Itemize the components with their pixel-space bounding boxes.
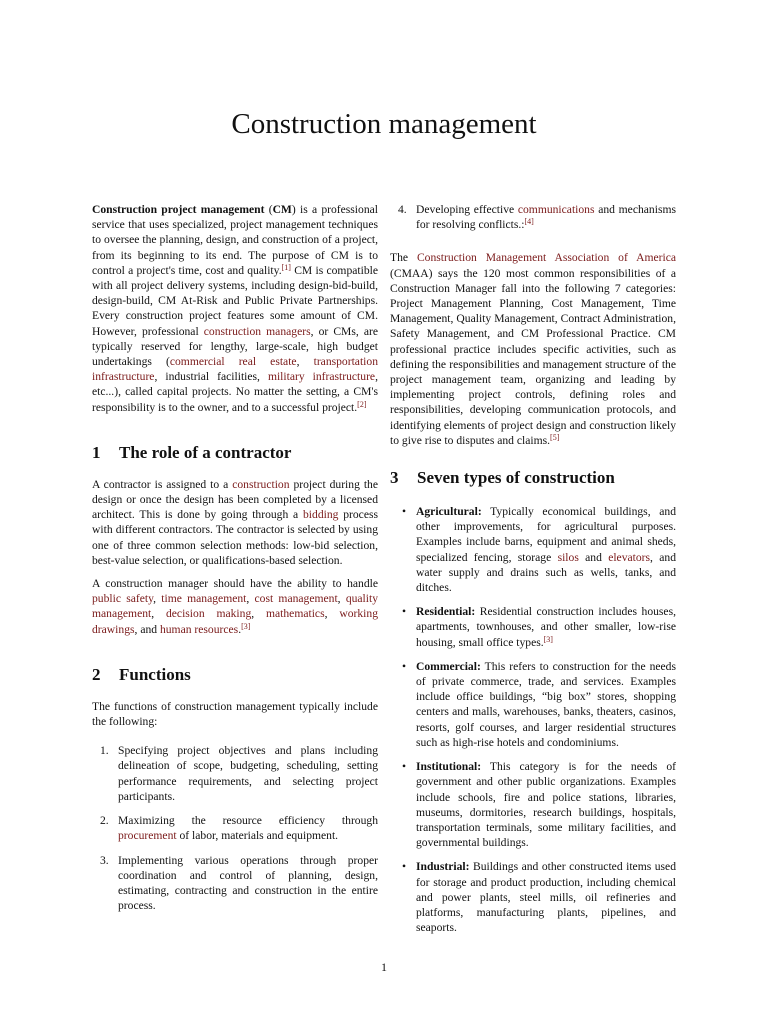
citation-link[interactable]: [4] — [524, 217, 534, 227]
list-text: and mechanisms for resolving conflicts.: — [416, 203, 676, 232]
link-silos[interactable]: silos — [557, 550, 579, 564]
list-text: This category is for the needs of government and other public organizations. Examples include schools, fire and police stations, libraries, museums, dormitories, research buildings, hospitals, transportation terminals, some military facilities, and governmental buildings. — [416, 760, 676, 850]
bullet-icon: • — [402, 860, 407, 874]
list-label: Industrial: — [416, 860, 470, 874]
page-title: Construction management — [231, 108, 537, 140]
body-text: (CMAA) says the 120 most common responsibilities of a Construction Manager fall into the following 7 categories: Project Management Planning, Cost Management, Time Management, Quality Management, Contract Administration, Safety Management, and CM Professional Practice. CM professional practice includes specific activities, such as defining the responsibilities and management structure of the project management team, organizing and leading by implementing project controls, defining roles and responsibilities, developing communication protocols, and identifying elements of project design and construction likely to give rise to disputes and claims. — [390, 266, 676, 447]
section-title: The role of a contractor — [119, 442, 292, 462]
section-number: 1 — [92, 442, 101, 462]
link-cmaa[interactable]: Construction Management Association of America — [416, 251, 676, 265]
list-item — [92, 743, 378, 804]
right-column — [390, 202, 676, 944]
list-item-residential — [390, 604, 676, 650]
intro-bold-term: Construction project management — [92, 203, 265, 216]
manager-abilities-paragraph — [92, 576, 378, 637]
section-heading-seven-types — [390, 468, 676, 488]
link-commercial-real-estate[interactable]: commercial real estate — [169, 355, 297, 369]
body-text: , — [337, 592, 346, 606]
citation-link[interactable]: [5] — [550, 432, 560, 442]
list-text: Buildings and other constructed items used for storage and product production, including chemical and power plants, steel mills, oil refineries and platforms, manufacturing plants, pipelines, and seaports. — [416, 860, 676, 935]
bullet-icon: • — [402, 760, 407, 774]
intro-text: ( — [264, 203, 273, 216]
construction-types-list — [390, 504, 676, 935]
intro-text: , or CMs, are typically reserved for lengthy, large-scale, high budget undertakings ( — [92, 324, 379, 369]
intro-abbr: CM — [272, 203, 292, 216]
section-title: Seven types of construction — [417, 468, 615, 488]
body-text: project during the design or once the design has been completed by a licensed architect. This is done by going through a — [92, 477, 378, 522]
functions-list — [92, 743, 378, 913]
link-mathematics[interactable]: mathematics — [266, 607, 325, 621]
list-item-commercial — [390, 659, 676, 750]
link-quality-management[interactable]: quality management — [92, 592, 379, 621]
body-text: , — [153, 592, 162, 606]
page-number: 1 — [381, 960, 387, 974]
cmaa-paragraph — [390, 250, 676, 448]
list-text: This refers to construction for the needs of private commerce, trade, and services. Examples include office buildings, “big box” stores, shopping centers and malls, warehouses, banks, theaters, casinos, resorts, golf courses, and larger residential structures such as high-rise hotels and condominiums. — [416, 659, 676, 749]
link-bidding[interactable]: bidding — [303, 508, 339, 522]
intro-text: , industrial facilities, — [154, 370, 268, 384]
link-procurement[interactable]: procurement — [118, 829, 177, 843]
body-text: , — [251, 607, 266, 621]
list-item-agricultural — [390, 504, 676, 595]
list-text: Residential construction includes houses, apartments, townhouses, and other smaller, low-rise housing, small office types. — [416, 605, 676, 649]
body-text: , — [246, 592, 255, 606]
citation-link[interactable]: [2] — [357, 399, 367, 409]
link-elevators[interactable]: elevators — [608, 550, 651, 564]
list-number: 1. — [100, 744, 109, 758]
list-number: 2. — [100, 814, 109, 828]
bullet-icon: • — [402, 659, 407, 673]
list-text: of labor, materials and equipment. — [176, 829, 339, 843]
list-label: Commercial: — [416, 659, 481, 673]
list-text: Specifying project objectives and plans including delineation of scope, budgeting, scheduling, setting performance requirements, and selecting project participants. — [118, 744, 378, 803]
link-human-resources[interactable]: human resources — [159, 622, 239, 636]
list-number: 4. — [398, 203, 407, 216]
list-item-industrial — [390, 859, 676, 935]
section-title: Functions — [119, 664, 191, 684]
intro-text: , etc...), called capital projects. No matter the setting, a CM's responsibility is to the owner, and to a successful project. — [92, 370, 378, 414]
section-heading-role-of-contractor — [92, 443, 378, 463]
functions-list-continued — [390, 202, 676, 232]
list-text: and — [578, 550, 609, 564]
list-label: Residential: — [416, 605, 476, 619]
bullet-icon: • — [402, 505, 407, 519]
section-heading-functions — [92, 665, 378, 685]
list-number: 3. — [100, 853, 109, 867]
list-item — [92, 853, 378, 914]
link-construction[interactable]: construction — [232, 477, 290, 491]
list-item-institutional — [390, 759, 676, 850]
list-text: Typically economical buildings, and other improvements, for agricultural purposes. Examples include barns, equipment and animal sheds, specialized fencing, storage — [416, 505, 676, 564]
intro-text: , — [296, 355, 314, 369]
left-column — [92, 202, 378, 922]
link-military-infrastructure[interactable]: military infrastructure — [267, 370, 376, 384]
intro-paragraph — [92, 202, 378, 415]
body-text: The — [390, 251, 417, 265]
list-text: Developing effective — [416, 203, 518, 216]
bullet-icon: • — [402, 605, 407, 619]
list-text: , and water supply and drains such as wells, tanks, and ditches. — [416, 550, 676, 595]
list-text: Maximizing the resource efficiency through — [118, 814, 378, 828]
functions-intro: The functions of construction management typically include the following: — [92, 699, 378, 729]
list-text: Implementing various operations through proper coordination and control of planning, design, estimating, contracting and construction in the entire process. — [118, 853, 378, 913]
link-cost-management[interactable]: cost management — [254, 592, 338, 606]
link-construction-managers[interactable]: construction managers — [203, 324, 311, 338]
list-label: Institutional: — [416, 760, 482, 774]
body-text: A contractor is assigned to a — [92, 477, 233, 491]
link-communications[interactable]: communications — [517, 203, 595, 216]
citation-link[interactable]: [3] — [241, 621, 251, 631]
body-text: , — [324, 607, 340, 621]
list-item — [390, 202, 676, 232]
link-decision-making[interactable]: decision making — [165, 607, 252, 621]
body-text: process with different contractors. The contractor is selected by using one of three common selection methods: low-bid selection, best-value selection, or qualifications-based selection. — [92, 508, 378, 567]
list-label: Agricultural: — [416, 505, 482, 519]
contractor-paragraph — [92, 477, 378, 568]
citation-link[interactable]: [3] — [543, 634, 553, 644]
body-text: , and — [134, 622, 160, 636]
section-number: 3 — [390, 468, 399, 488]
body-text: A construction manager should have the ability to handle — [92, 577, 378, 591]
body-text: , — [151, 607, 166, 621]
link-transportation-infrastructure[interactable]: transportation infrastructure — [92, 355, 378, 384]
link-working-drawings[interactable]: working drawings — [92, 607, 378, 636]
body-text: . — [238, 622, 242, 636]
intro-text: ) is a professional service that uses specialized, project management techniques to oversee the planning, design, and construction of a project, from its beginning to its end. The purpose of CM is to control a project's time, cost and quality. — [92, 203, 378, 277]
link-public-safety[interactable]: public safety — [92, 592, 154, 606]
intro-text: CM is compatible with all project delivery systems, including design-bid-build, design-build, CM At-Risk and Public Private Partnerships. Every construction project features some amount of CM. However, professional — [92, 263, 379, 338]
citation-link[interactable]: [1] — [281, 262, 291, 272]
list-item — [92, 813, 378, 843]
section-number: 2 — [92, 664, 101, 684]
link-time-management[interactable]: time management — [161, 592, 247, 606]
